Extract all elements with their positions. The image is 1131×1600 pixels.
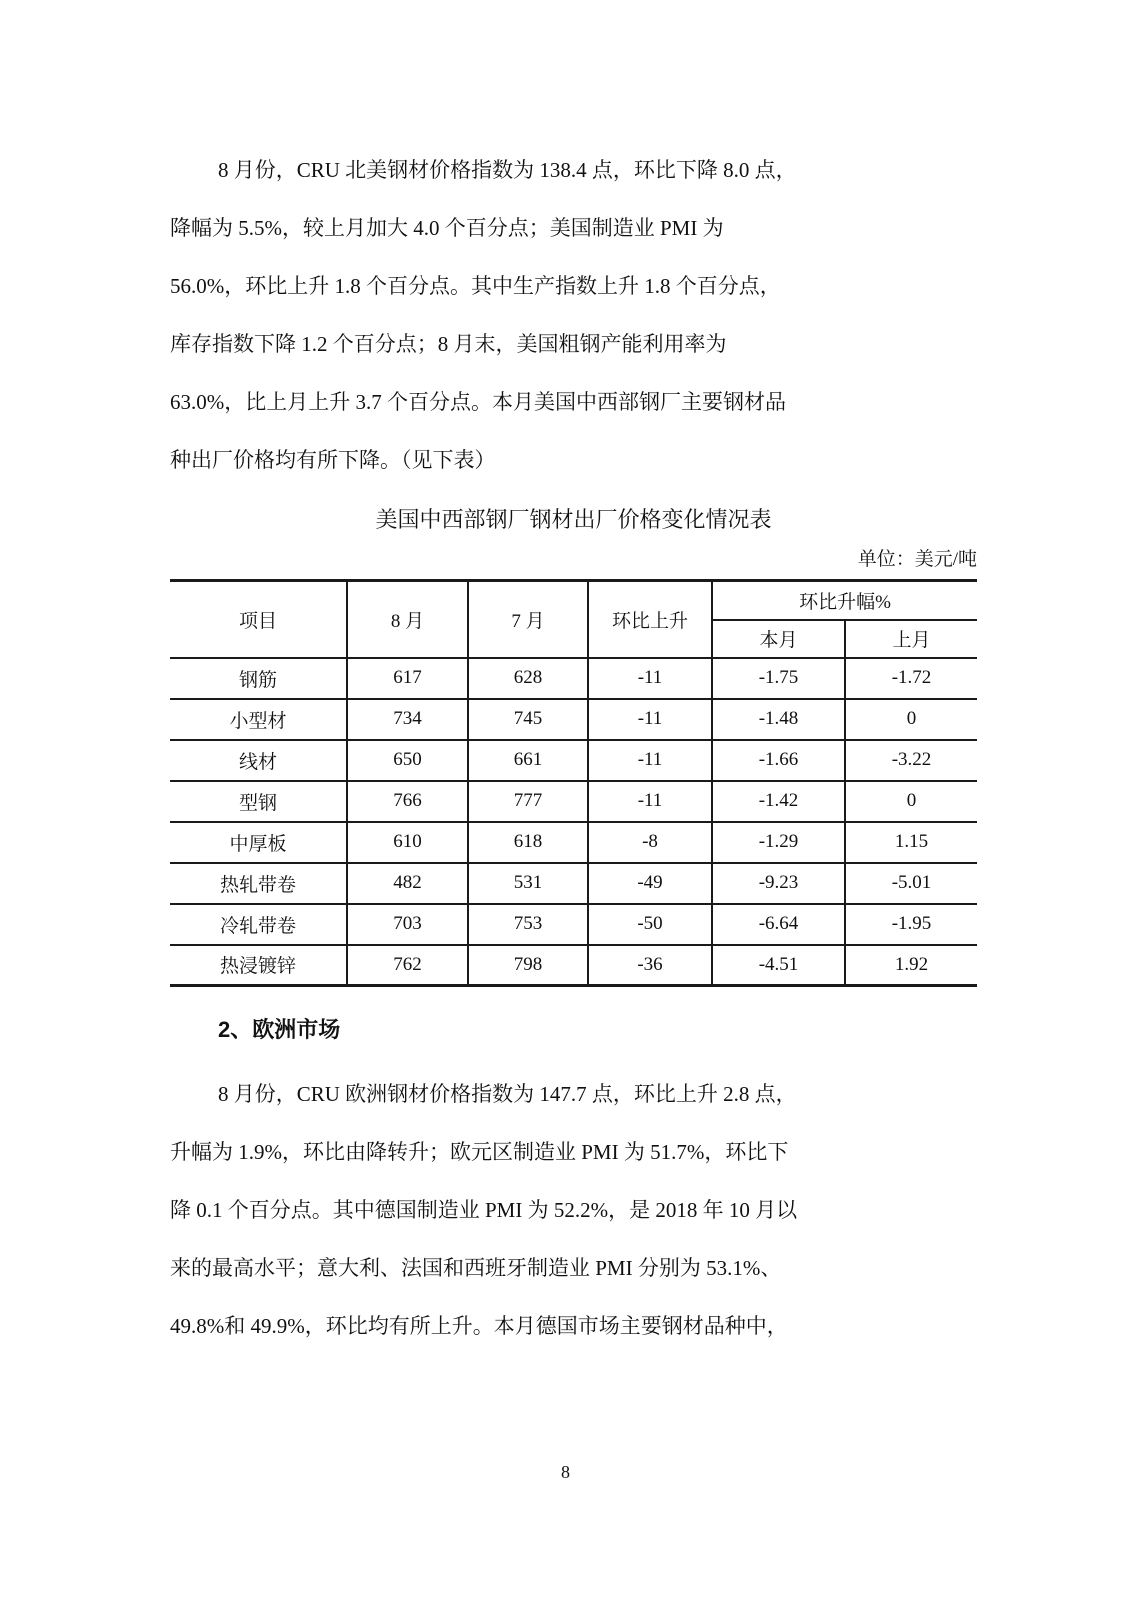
paragraph-line: 63.0%，比上月上升 3.7 个百分点。本月美国中西部钢厂主要钢材品 [170, 390, 786, 414]
cell-jul: 798 [468, 945, 588, 986]
cell-change: -36 [588, 945, 712, 986]
header-july: 7 月 [468, 581, 588, 658]
cell-aug: 703 [347, 904, 468, 945]
cell-last-month: 1.92 [845, 945, 977, 986]
cell-jul: 661 [468, 740, 588, 781]
table-header [170, 581, 977, 658]
header-mom-pct-group: 环比升幅% [712, 581, 977, 620]
cell-jul: 745 [468, 699, 588, 740]
table-row [170, 863, 977, 904]
paragraph-line: 降幅为 5.5%，较上月加大 4.0 个百分点；美国制造业 PMI 为 [170, 216, 724, 240]
us-market-paragraph [170, 141, 977, 489]
price-change-table [170, 579, 977, 987]
paragraph-line: 来的最高水平；意大利、法国和西班牙制造业 PMI 分别为 53.1%、 [170, 1256, 782, 1280]
cell-change: -49 [588, 863, 712, 904]
cell-last-month: -3.22 [845, 740, 977, 781]
cell-aug: 762 [347, 945, 468, 986]
cell-aug: 482 [347, 863, 468, 904]
cell-item: 型钢 [170, 781, 347, 822]
cell-aug: 734 [347, 699, 468, 740]
cell-this-month: -1.42 [712, 781, 845, 822]
cell-jul: 531 [468, 863, 588, 904]
cell-jul: 753 [468, 904, 588, 945]
cell-jul: 618 [468, 822, 588, 863]
cell-last-month: 1.15 [845, 822, 977, 863]
cell-item: 小型材 [170, 699, 347, 740]
cell-this-month: -1.48 [712, 699, 845, 740]
cell-item: 钢筋 [170, 658, 347, 699]
cell-this-month: -9.23 [712, 863, 845, 904]
page-number: 8 [561, 1462, 570, 1482]
paragraph-line: 种出厂价格均有所下降。（见下表） [170, 448, 496, 472]
table-row [170, 822, 977, 863]
table-body [170, 658, 977, 986]
header-mom-change: 环比上升 [588, 581, 712, 658]
table-row [170, 781, 977, 822]
cell-last-month: -5.01 [845, 863, 977, 904]
header-august: 8 月 [347, 581, 468, 658]
paragraph-line: 升幅为 1.9%，环比由降转升；欧元区制造业 PMI 为 51.7%，环比下 [170, 1140, 789, 1164]
cell-change: -8 [588, 822, 712, 863]
cell-item: 中厚板 [170, 822, 347, 863]
cell-last-month: -1.95 [845, 904, 977, 945]
table-row [170, 904, 977, 945]
cell-change: -50 [588, 904, 712, 945]
cell-change: -11 [588, 658, 712, 699]
cell-item: 线材 [170, 740, 347, 781]
cell-jul: 777 [468, 781, 588, 822]
table-row [170, 945, 977, 986]
cell-item: 热浸镀锌 [170, 945, 347, 986]
cell-jul: 628 [468, 658, 588, 699]
cell-item: 热轧带卷 [170, 863, 347, 904]
cell-aug: 610 [347, 822, 468, 863]
table-row [170, 699, 977, 740]
cell-this-month: -1.66 [712, 740, 845, 781]
cell-this-month: -4.51 [712, 945, 845, 986]
paragraph-line: 8 月份，CRU 欧洲钢材价格指数为 147.7 点，环比上升 2.8 点， [218, 1082, 797, 1106]
cell-this-month: -6.64 [712, 904, 845, 945]
paragraph-line: 56.0%，环比上升 1.8 个百分点。其中生产指数上升 1.8 个百分点， [170, 274, 781, 298]
cell-last-month: 0 [845, 699, 977, 740]
header-last-month: 上月 [845, 620, 977, 658]
cell-last-month: -1.72 [845, 658, 977, 699]
page-content [170, 141, 977, 1355]
paragraph-line: 8 月份，CRU 北美钢材价格指数为 138.4 点，环比下降 8.0 点， [218, 158, 797, 182]
cell-this-month: -1.75 [712, 658, 845, 699]
header-item: 项目 [170, 581, 347, 658]
cell-change: -11 [588, 699, 712, 740]
table-header-row-1 [170, 581, 977, 620]
paragraph-line: 库存指数下降 1.2 个百分点；8 月末，美国粗钢产能利用率为 [170, 332, 727, 356]
cell-aug: 766 [347, 781, 468, 822]
table-title: 美国中西部钢厂钢材出厂价格变化情况表 [375, 507, 772, 532]
cell-this-month: -1.29 [712, 822, 845, 863]
europe-section-heading: 2、欧洲市场 [218, 1017, 341, 1042]
paragraph-line: 49.8%和 49.9%，环比均有所上升。本月德国市场主要钢材品种中， [170, 1314, 788, 1338]
paragraph-line: 降 0.1 个百分点。其中德国制造业 PMI 为 52.2%，是 2018 年 10 月以 [170, 1198, 798, 1222]
cell-change: -11 [588, 781, 712, 822]
header-this-month: 本月 [712, 620, 845, 658]
table-row [170, 658, 977, 699]
table-row [170, 740, 977, 781]
cell-last-month: 0 [845, 781, 977, 822]
table-unit-note: 单位：美元/吨 [857, 549, 977, 570]
cell-aug: 650 [347, 740, 468, 781]
cell-aug: 617 [347, 658, 468, 699]
europe-market-paragraph [170, 1065, 977, 1355]
cell-change: -11 [588, 740, 712, 781]
cell-item: 冷轧带卷 [170, 904, 347, 945]
